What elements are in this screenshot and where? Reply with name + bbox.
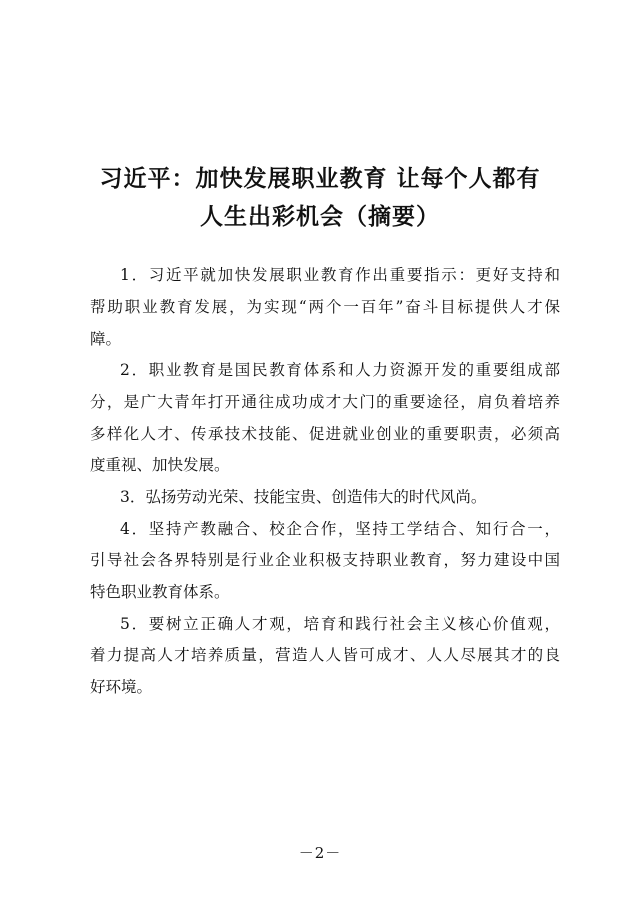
paragraph-3-line-1: 3．弘扬劳动光荣、技能宝贵、创造伟大的时代风尚。 bbox=[120, 488, 487, 506]
paragraph-5-line-1: 5．要树立正确人才观，培育和践行社会主义核心价值观， bbox=[120, 615, 560, 633]
paragraph-1-line-2: 帮助职业教育发展，为实现“两个一百年”奋斗目标提供人才保 bbox=[90, 298, 560, 316]
paragraph-2-line-1: 2．职业教育是国民教育体系和人力资源开发的重要组成部 bbox=[120, 361, 560, 379]
document-title-line-2: 人生出彩机会（摘要） bbox=[200, 203, 440, 230]
paragraph-4-line-1: 4．坚持产教融合、校企合作，坚持工学结合、知行合一， bbox=[120, 520, 560, 538]
paragraph-5-line-2: 着力提高人才培养质量，营造人人皆可成才、人人尽展其才的良 bbox=[90, 646, 560, 664]
paragraph-1-line-3: 障。 bbox=[90, 330, 122, 348]
paragraph-2-line-4: 度重视、加快发展。 bbox=[90, 456, 230, 474]
paragraph-5-line-3: 好环境。 bbox=[90, 678, 153, 696]
paragraph-1-line-1: 1．习近平就加快发展职业教育作出重要指示：更好支持和 bbox=[120, 266, 560, 284]
paragraph-4-line-2: 引导社会各界特别是行业企业积极支持职业教育，努力建设中国 bbox=[90, 551, 560, 569]
document-title-line-1: 习近平：加快发展职业教育 让每个人都有 bbox=[99, 165, 541, 192]
paragraph-4-line-3: 特色职业教育体系。 bbox=[90, 583, 230, 601]
paragraph-2-line-3: 多样化人才、传承技术技能、促进就业创业的重要职责，必须高 bbox=[90, 425, 560, 443]
page-number: －2－ bbox=[298, 844, 342, 862]
paragraph-2-line-2: 分，是广大青年打开通往成功成才大门的重要途径，肩负着培养 bbox=[90, 393, 560, 411]
